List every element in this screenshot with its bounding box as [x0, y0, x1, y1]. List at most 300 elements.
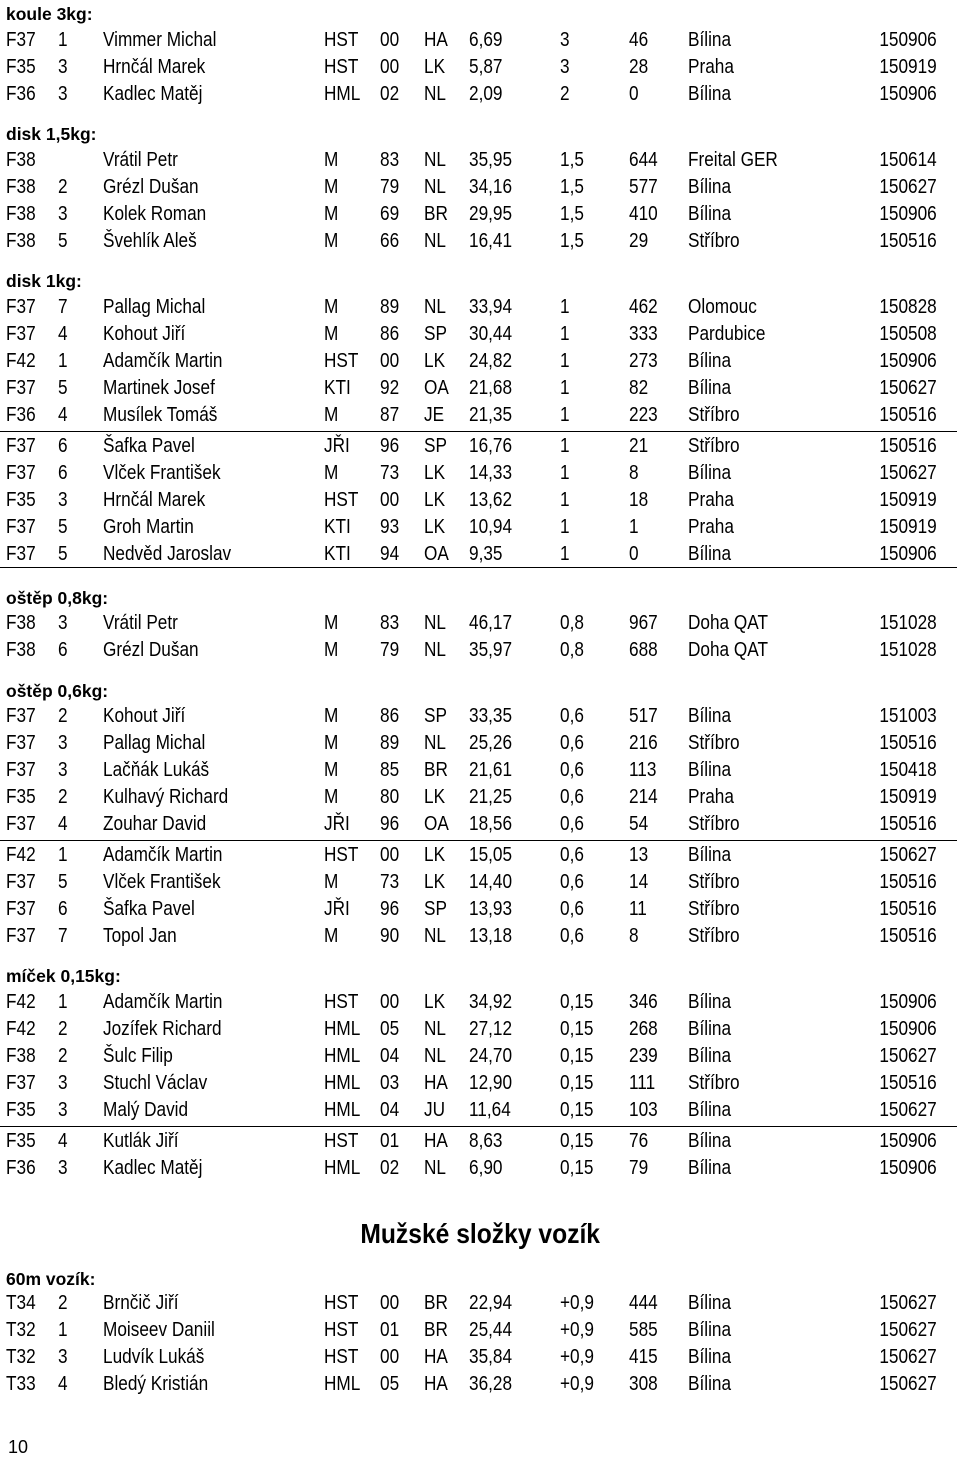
birth-year-cell: 87: [380, 404, 400, 426]
date-cell: 150627: [879, 1346, 937, 1368]
result-cell: 16,41: [469, 230, 513, 252]
category-cell: LK: [424, 56, 446, 78]
athlete-name-cell: Moiseev Daniil: [103, 1319, 215, 1341]
venue-cell: Bílina: [688, 29, 732, 51]
club-cell: M: [324, 759, 339, 781]
date-cell: 150919: [879, 516, 937, 538]
club-cell: HST: [324, 489, 359, 511]
venue-cell: Bílina: [688, 1292, 732, 1314]
athlete-name-cell: Vrátil Petr: [103, 149, 178, 171]
implement-weight-cell: 0,15: [560, 1099, 594, 1121]
venue-cell: Bílina: [688, 350, 732, 372]
number-cell: 3: [58, 1157, 68, 1179]
birth-year-cell: 73: [380, 462, 400, 484]
date-cell: 150516: [879, 230, 937, 252]
athlete-name-cell: Lačňák Lukáš: [103, 759, 210, 781]
result-cell: 35,84: [469, 1346, 513, 1368]
category-cell: OA: [424, 377, 449, 399]
birth-year-cell: 00: [380, 844, 400, 866]
points-cell: 54: [629, 813, 649, 835]
birth-year-cell: 83: [380, 149, 400, 171]
date-cell: 151003: [879, 705, 937, 727]
athlete-name-cell: Bledý Kristián: [103, 1373, 209, 1395]
date-cell: 150627: [879, 462, 937, 484]
number-cell: 4: [58, 323, 68, 345]
athlete-name-cell: Adamčík Martin: [103, 350, 223, 372]
birth-year-cell: 00: [380, 1346, 400, 1368]
category-cell: NL: [424, 296, 446, 318]
divider-line: [0, 567, 957, 568]
points-cell: 18: [629, 489, 649, 511]
result-cell: 6,90: [469, 1157, 503, 1179]
result-row: [0, 703, 960, 730]
club-cell: M: [324, 296, 339, 318]
result-cell: 34,16: [469, 176, 513, 198]
venue-cell: Bílina: [688, 705, 732, 727]
club-cell: HML: [324, 1373, 361, 1395]
category-cell: OA: [424, 813, 449, 835]
number-cell: 2: [58, 1292, 68, 1314]
category-cell: NL: [424, 83, 446, 105]
number-cell: 6: [58, 435, 68, 457]
club-cell: M: [324, 149, 339, 171]
category-cell: BR: [424, 759, 448, 781]
date-cell: 150919: [879, 56, 937, 78]
club-cell: M: [324, 732, 339, 754]
birth-year-cell: 05: [380, 1018, 400, 1040]
implement-weight-cell: 0,15: [560, 1045, 594, 1067]
implement-weight-cell: 1: [560, 516, 570, 538]
date-cell: 150627: [879, 1045, 937, 1067]
category-cell: NL: [424, 732, 446, 754]
club-cell: JŘI: [324, 435, 350, 457]
result-cell: 6,69: [469, 29, 503, 51]
athlete-name-cell: Šulc Filip: [103, 1045, 173, 1067]
venue-cell: Stříbro: [688, 925, 740, 947]
number-cell: 2: [58, 705, 68, 727]
athlete-name-cell: Vrátil Petr: [103, 612, 178, 634]
date-cell: 150627: [879, 1099, 937, 1121]
date-cell: 150906: [879, 350, 937, 372]
number-cell: 3: [58, 612, 68, 634]
class-cell: F38: [6, 230, 36, 252]
class-cell: F37: [6, 732, 36, 754]
section-heading: míček 0,15kg:: [6, 966, 121, 986]
athlete-name-cell: Zouhar David: [103, 813, 207, 835]
implement-weight-cell: 3: [560, 56, 570, 78]
points-cell: 239: [629, 1045, 658, 1067]
venue-cell: Stříbro: [688, 230, 740, 252]
implement-weight-cell: 0,6: [560, 705, 584, 727]
date-cell: 150627: [879, 176, 937, 198]
athlete-name-cell: Grézl Dušan: [103, 176, 199, 198]
result-row: [0, 81, 960, 108]
result-row: [0, 1097, 960, 1124]
birth-year-cell: 73: [380, 871, 400, 893]
points-cell: 444: [629, 1292, 658, 1314]
result-row: [0, 541, 960, 568]
points-cell: 11: [629, 898, 647, 920]
points-cell: 214: [629, 786, 658, 808]
class-cell: T32: [6, 1319, 36, 1341]
club-cell: HML: [324, 1099, 361, 1121]
club-cell: M: [324, 925, 339, 947]
venue-cell: Pardubice: [688, 323, 766, 345]
number-cell: 3: [58, 759, 68, 781]
category-cell: BR: [424, 1319, 448, 1341]
date-cell: 151028: [879, 639, 937, 661]
category-cell: NL: [424, 925, 446, 947]
result-cell: 35,97: [469, 639, 513, 661]
athlete-name-cell: Hrnčál Marek: [103, 489, 206, 511]
category-cell: SP: [424, 323, 447, 345]
athlete-name-cell: Pallag Michal: [103, 732, 206, 754]
points-cell: 273: [629, 350, 658, 372]
athlete-name-cell: Šafka Pavel: [103, 898, 195, 920]
class-cell: F35: [6, 489, 36, 511]
club-cell: HST: [324, 350, 359, 372]
class-cell: F35: [6, 786, 36, 808]
result-cell: 10,94: [469, 516, 513, 538]
result-cell: 35,95: [469, 149, 513, 171]
club-cell: M: [324, 203, 339, 225]
birth-year-cell: 89: [380, 296, 400, 318]
implement-weight-cell: 0,8: [560, 639, 584, 661]
points-cell: 1: [629, 516, 639, 538]
category-cell: BR: [424, 1292, 448, 1314]
class-cell: F38: [6, 176, 36, 198]
number-cell: 1: [58, 29, 68, 51]
club-cell: M: [324, 612, 339, 634]
birth-year-cell: 02: [380, 83, 400, 105]
points-cell: 216: [629, 732, 658, 754]
result-row: [0, 989, 960, 1016]
implement-weight-cell: 0,8: [560, 612, 584, 634]
result-row: [0, 1043, 960, 1070]
venue-cell: Stříbro: [688, 871, 740, 893]
implement-weight-cell: 0,15: [560, 1018, 594, 1040]
birth-year-cell: 01: [380, 1130, 400, 1152]
points-cell: 8: [629, 462, 639, 484]
club-cell: M: [324, 462, 339, 484]
implement-weight-cell: 1: [560, 489, 570, 511]
number-cell: 3: [58, 1346, 68, 1368]
result-cell: 25,44: [469, 1319, 513, 1341]
points-cell: 308: [629, 1373, 658, 1395]
result-row: [0, 487, 960, 514]
class-cell: F42: [6, 844, 36, 866]
birth-year-cell: 04: [380, 1045, 400, 1067]
number-cell: 3: [58, 1072, 68, 1094]
venue-cell: Bílina: [688, 1099, 732, 1121]
points-cell: 585: [629, 1319, 658, 1341]
date-cell: 150906: [879, 991, 937, 1013]
category-cell: SP: [424, 435, 447, 457]
class-cell: F37: [6, 377, 36, 399]
result-cell: 21,68: [469, 377, 513, 399]
points-cell: 21: [629, 435, 649, 457]
birth-year-cell: 79: [380, 639, 400, 661]
points-cell: 28: [629, 56, 649, 78]
result-cell: 21,35: [469, 404, 513, 426]
class-cell: F36: [6, 83, 36, 105]
points-cell: 346: [629, 991, 658, 1013]
result-row: [0, 228, 960, 255]
athlete-name-cell: Kulhavý Richard: [103, 786, 229, 808]
venue-cell: Bílina: [688, 203, 732, 225]
club-cell: HST: [324, 29, 359, 51]
result-cell: 34,92: [469, 991, 513, 1013]
points-cell: 82: [629, 377, 649, 399]
section-heading: koule 3kg:: [6, 4, 93, 24]
result-cell: 36,28: [469, 1373, 513, 1395]
result-cell: 22,94: [469, 1292, 513, 1314]
result-cell: 21,25: [469, 786, 513, 808]
result-row: [0, 201, 960, 228]
class-cell: F37: [6, 296, 36, 318]
date-cell: 150906: [879, 83, 937, 105]
class-cell: T32: [6, 1346, 36, 1368]
venue-cell: Bílina: [688, 377, 732, 399]
athlete-name-cell: Topol Jan: [103, 925, 177, 947]
birth-year-cell: 85: [380, 759, 400, 781]
venue-cell: Stříbro: [688, 732, 740, 754]
birth-year-cell: 00: [380, 991, 400, 1013]
number-cell: 3: [58, 1099, 68, 1121]
category-cell: HA: [424, 1130, 448, 1152]
birth-year-cell: 01: [380, 1319, 400, 1341]
result-row: [0, 402, 960, 429]
implement-weight-cell: 1,5: [560, 230, 584, 252]
athlete-name-cell: Groh Martin: [103, 516, 194, 538]
club-cell: M: [324, 786, 339, 808]
birth-year-cell: 79: [380, 176, 400, 198]
class-cell: F37: [6, 323, 36, 345]
number-cell: 5: [58, 377, 68, 399]
athlete-name-cell: Ludvík Lukáš: [103, 1346, 205, 1368]
venue-cell: Freital GER: [688, 149, 778, 171]
club-cell: HML: [324, 83, 361, 105]
points-cell: 410: [629, 203, 658, 225]
class-cell: F37: [6, 705, 36, 727]
class-cell: F37: [6, 871, 36, 893]
club-cell: HML: [324, 1157, 361, 1179]
number-cell: 5: [58, 230, 68, 252]
category-cell: NL: [424, 639, 446, 661]
category-cell: LK: [424, 786, 446, 808]
section-title-text: Mužské složky vozík: [360, 1218, 600, 1249]
venue-cell: Bílina: [688, 1346, 732, 1368]
implement-weight-cell: 0,6: [560, 786, 584, 808]
result-cell: 12,90: [469, 1072, 513, 1094]
birth-year-cell: 80: [380, 786, 400, 808]
result-row: [0, 1128, 960, 1155]
class-cell: T33: [6, 1373, 36, 1395]
date-cell: 150516: [879, 871, 937, 893]
birth-year-cell: 96: [380, 435, 400, 457]
result-cell: 16,76: [469, 435, 513, 457]
date-cell: 150418: [879, 759, 937, 781]
club-cell: HML: [324, 1045, 361, 1067]
result-cell: 27,12: [469, 1018, 513, 1040]
result-cell: 9,35: [469, 543, 503, 565]
club-cell: M: [324, 176, 339, 198]
number-cell: 1: [58, 1319, 68, 1341]
implement-weight-cell: +0,9: [560, 1373, 594, 1395]
implement-weight-cell: 1: [560, 435, 570, 457]
points-cell: 688: [629, 639, 658, 661]
implement-weight-cell: 0,15: [560, 991, 594, 1013]
date-cell: 150906: [879, 543, 937, 565]
divider-line: [0, 431, 957, 432]
result-row: [0, 1371, 960, 1398]
number-cell: 1: [58, 991, 68, 1013]
class-cell: F37: [6, 759, 36, 781]
club-cell: KTI: [324, 516, 351, 538]
result-row: [0, 147, 960, 174]
result-cell: 46,17: [469, 612, 513, 634]
implement-weight-cell: 0,15: [560, 1130, 594, 1152]
venue-cell: Bílina: [688, 1319, 732, 1341]
result-row: [0, 1344, 960, 1371]
result-cell: 21,61: [469, 759, 513, 781]
class-cell: F38: [6, 203, 36, 225]
category-cell: NL: [424, 1157, 446, 1179]
athlete-name-cell: Vlček František: [103, 462, 221, 484]
club-cell: HML: [324, 1018, 361, 1040]
points-cell: 46: [629, 29, 649, 51]
venue-cell: Praha: [688, 516, 734, 538]
birth-year-cell: 92: [380, 377, 400, 399]
club-cell: M: [324, 871, 339, 893]
club-cell: HST: [324, 991, 359, 1013]
result-row: [0, 375, 960, 402]
class-cell: F37: [6, 543, 36, 565]
points-cell: 13: [629, 844, 649, 866]
birth-year-cell: 86: [380, 705, 400, 727]
class-cell: F36: [6, 404, 36, 426]
implement-weight-cell: 2: [560, 83, 570, 105]
venue-cell: Bílina: [688, 176, 732, 198]
result-cell: 24,82: [469, 350, 513, 372]
number-cell: 5: [58, 871, 68, 893]
birth-year-cell: 83: [380, 612, 400, 634]
result-row: [0, 896, 960, 923]
result-row: [0, 1155, 960, 1182]
number-cell: 1: [58, 350, 68, 372]
implement-weight-cell: 1: [560, 543, 570, 565]
athlete-name-cell: Adamčík Martin: [103, 991, 223, 1013]
result-cell: 24,70: [469, 1045, 513, 1067]
implement-weight-cell: 1: [560, 377, 570, 399]
implement-weight-cell: 0,15: [560, 1072, 594, 1094]
result-cell: 5,87: [469, 56, 503, 78]
number-cell: 6: [58, 462, 68, 484]
result-cell: 11,64: [469, 1099, 511, 1121]
points-cell: 223: [629, 404, 658, 426]
athlete-name-cell: Švehlík Aleš: [103, 230, 197, 252]
result-row: [0, 811, 960, 838]
date-cell: 150906: [879, 1018, 937, 1040]
result-cell: 13,62: [469, 489, 513, 511]
implement-weight-cell: 1: [560, 323, 570, 345]
date-cell: 150906: [879, 1130, 937, 1152]
athlete-name-cell: Šafka Pavel: [103, 435, 195, 457]
class-cell: F35: [6, 1130, 36, 1152]
divider-line: [0, 1126, 957, 1127]
result-row: [0, 54, 960, 81]
venue-cell: Bílina: [688, 1157, 732, 1179]
class-cell: F37: [6, 1072, 36, 1094]
date-cell: 150516: [879, 404, 937, 426]
venue-cell: Olomouc: [688, 296, 757, 318]
athlete-name-cell: Vimmer Michal: [103, 29, 217, 51]
date-cell: 150906: [879, 203, 937, 225]
implement-weight-cell: 0,15: [560, 1157, 594, 1179]
number-cell: 3: [58, 83, 68, 105]
result-row: [0, 1290, 960, 1317]
class-cell: F42: [6, 1018, 36, 1040]
implement-weight-cell: 1: [560, 350, 570, 372]
birth-year-cell: 93: [380, 516, 400, 538]
athlete-name-cell: Jozífek Richard: [103, 1018, 222, 1040]
category-cell: JU: [424, 1099, 446, 1121]
athlete-name-cell: Hrnčál Marek: [103, 56, 206, 78]
class-cell: F42: [6, 991, 36, 1013]
result-cell: 18,56: [469, 813, 513, 835]
points-cell: 577: [629, 176, 658, 198]
implement-weight-cell: 0,6: [560, 813, 584, 835]
category-cell: SP: [424, 898, 447, 920]
athlete-name-cell: Brnčič Jiří: [103, 1292, 179, 1314]
venue-cell: Bílina: [688, 759, 732, 781]
class-cell: F37: [6, 925, 36, 947]
date-cell: 150919: [879, 786, 937, 808]
class-cell: F36: [6, 1157, 36, 1179]
number-cell: 6: [58, 639, 68, 661]
category-cell: HA: [424, 1373, 448, 1395]
result-row: [0, 784, 960, 811]
venue-cell: Bílina: [688, 1130, 732, 1152]
venue-cell: Doha QAT: [688, 612, 768, 634]
section-heading: disk 1,5kg:: [6, 124, 97, 144]
section-heading: oštěp 0,8kg:: [6, 588, 109, 608]
date-cell: 150516: [879, 813, 937, 835]
venue-cell: Bílina: [688, 1373, 732, 1395]
birth-year-cell: 00: [380, 489, 400, 511]
club-cell: KTI: [324, 543, 351, 565]
implement-weight-cell: 0,6: [560, 732, 584, 754]
result-row: [0, 757, 960, 784]
club-cell: M: [324, 230, 339, 252]
class-cell: F35: [6, 1099, 36, 1121]
athlete-name-cell: Musílek Tomáš: [103, 404, 218, 426]
points-cell: 8: [629, 925, 639, 947]
implement-weight-cell: 1: [560, 404, 570, 426]
number-cell: 3: [58, 732, 68, 754]
points-cell: 644: [629, 149, 658, 171]
result-row: [0, 1016, 960, 1043]
result-row: [0, 637, 960, 664]
result-row: [0, 730, 960, 757]
section-heading: oštěp 0,6kg:: [6, 681, 109, 701]
result-cell: 29,95: [469, 203, 513, 225]
points-cell: 967: [629, 612, 658, 634]
date-cell: 150627: [879, 1373, 937, 1395]
birth-year-cell: 05: [380, 1373, 400, 1395]
result-row: [0, 869, 960, 896]
result-row: [0, 348, 960, 375]
